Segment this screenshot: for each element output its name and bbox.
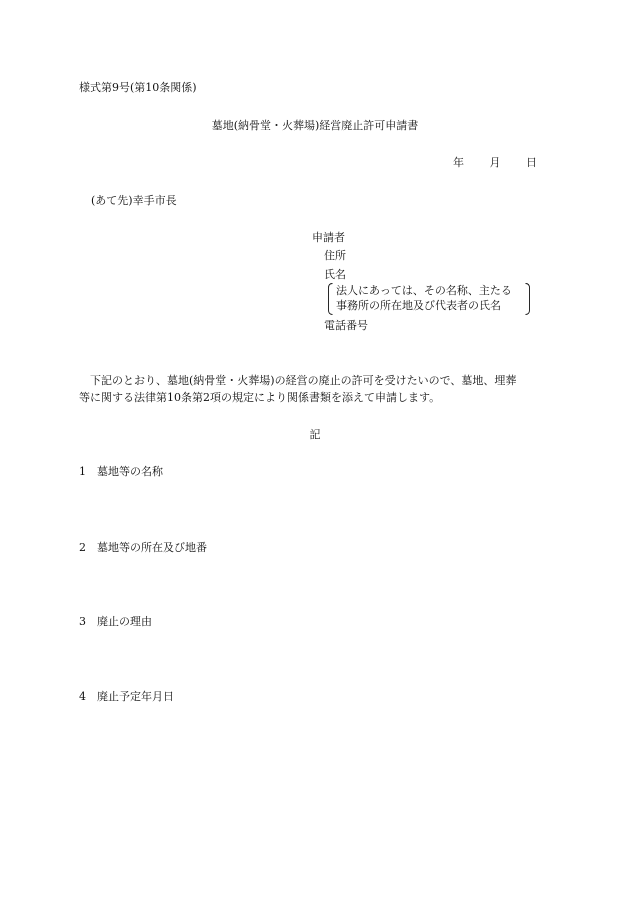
form-number: 様式第9号(第10条関係) (79, 81, 197, 94)
body-paragraph (79, 372, 549, 406)
corporate-note-line-1: 法人にあっては、その名称、主たる (336, 284, 512, 297)
item-number: 4 (79, 690, 86, 703)
date-day-label: 日 (526, 156, 537, 169)
address-label: 住所 (324, 249, 346, 262)
body-line-2: 等に関する法律第10条第2項の規定により関係書類を添えて申請します。 (79, 391, 441, 404)
name-label: 氏名 (324, 268, 346, 281)
item-label: 廃止の理由 (97, 615, 152, 628)
item-label: 墓地等の所在及び地番 (97, 541, 207, 554)
item-number: 3 (79, 615, 86, 628)
phone-label: 電話番号 (324, 319, 368, 332)
date-line (453, 156, 537, 170)
date-month-label: 月 (489, 156, 501, 169)
item-3 (79, 615, 152, 629)
date-year-label: 年 (453, 156, 464, 169)
corporate-note-line-2: 事務所の所在地及び代表者の氏名 (336, 299, 501, 312)
right-brace (525, 283, 531, 315)
item-label: 廃止予定年月日 (97, 690, 174, 703)
applicant-label: 申請者 (312, 231, 345, 244)
body-line-1: 下記のとおり、墓地(納骨堂・火葬場)の経営の廃止の許可を受けたいので、墓地、埋葬 (90, 374, 517, 387)
addressee: (あて先)幸手市長 (91, 194, 177, 207)
corporate-note (327, 283, 531, 315)
left-brace (327, 283, 333, 315)
item-label: 墓地等の名称 (97, 465, 163, 478)
item-number: 2 (79, 541, 86, 554)
ki-heading: 記 (309, 428, 321, 441)
document-title: 墓地(納骨堂・火葬場)経営廃止許可申請書 (211, 119, 419, 132)
item-number: 1 (79, 465, 86, 478)
item-4 (79, 690, 174, 704)
item-1 (79, 465, 163, 479)
item-2 (79, 541, 207, 555)
